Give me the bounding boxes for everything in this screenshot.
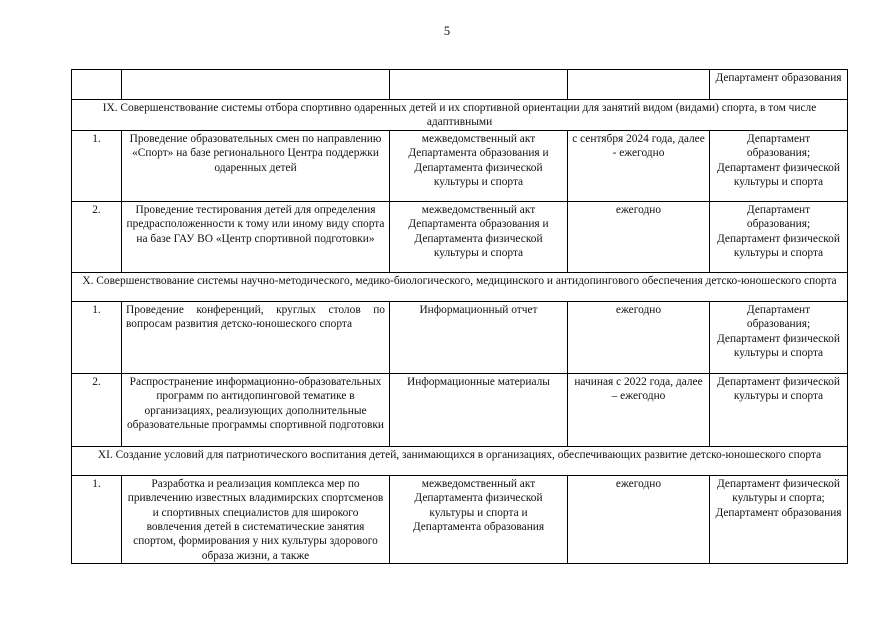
responsible-cell: Департамент образования; Департамент физической культуры и спорта <box>710 201 848 272</box>
event-cell: Проведение тестирования детей для определения предрасположенности к тому или иному виду спорта на базе ГАУ ВО «Центр спортивной подготовки» <box>122 201 390 272</box>
event-cell <box>122 70 390 100</box>
responsible-cell: Департамент физической культуры и спорта; Департамент образования <box>710 475 848 563</box>
term-cell: ежегодно <box>568 201 710 272</box>
document-cell: межведомственный акт Департамента образования и Департамента физической культуры и спорта <box>390 130 568 201</box>
table-row <box>72 70 848 100</box>
event-cell: Проведение образовательных смен по направлению «Спорт» на базе регионального Центра поддержки одаренных детей <box>122 130 390 201</box>
table-row <box>72 475 848 563</box>
table-row <box>72 373 848 446</box>
event-cell: Проведение конференций, круглых столов по вопросам развития детско-юношеского спорта <box>122 301 390 373</box>
responsible-cell: Департамент образования; Департамент физической культуры и спорта <box>710 130 848 201</box>
row-number-cell: 1. <box>72 475 122 563</box>
responsible-cell: Департамент образования; Департамент физической культуры и спорта <box>710 301 848 373</box>
document-cell <box>390 70 568 100</box>
section-header-row <box>72 100 848 131</box>
document-cell: межведомственный акт Департамента физической культуры и спорта и Департамента образования <box>390 475 568 563</box>
section-title: X. Совершенствование системы научно-методического, медико-биологического, медицинского и антидопингового обеспечения детско-юношеского спорта <box>72 272 848 301</box>
section-title: IX. Совершенствование системы отбора спортивно одаренных детей и их спортивной ориентации для занятий видом (видами) спорта, в том числе адаптивными <box>72 100 848 131</box>
document-cell: Информационные материалы <box>390 373 568 446</box>
term-cell: начиная с 2022 года, далее – ежегодно <box>568 373 710 446</box>
term-cell: с сентября 2024 года, далее - ежегодно <box>568 130 710 201</box>
term-cell: ежегодно <box>568 475 710 563</box>
action-plan-body <box>72 70 848 564</box>
row-number-cell: 1. <box>72 130 122 201</box>
row-number-cell: 2. <box>72 201 122 272</box>
section-header-row <box>72 272 848 301</box>
term-cell: ежегодно <box>568 301 710 373</box>
section-title: XI. Создание условий для патриотического воспитания детей, занимающихся в организациях, обеспечивающих развитие детско-юношеского спорта <box>72 446 848 475</box>
row-number-cell: 1. <box>72 301 122 373</box>
document-cell: Информационный отчет <box>390 301 568 373</box>
term-cell <box>568 70 710 100</box>
responsible-cell: Департамент физической культуры и спорта <box>710 373 848 446</box>
event-cell: Распространение информационно-образовательных программ по антидопинговой тематике в организациях, реализующих дополнительные образовательные программы спортивной подготовки <box>122 373 390 446</box>
table-row <box>72 201 848 272</box>
page-number: 5 <box>443 24 451 38</box>
section-header-row <box>72 446 848 475</box>
row-number-cell: 2. <box>72 373 122 446</box>
row-number-cell <box>72 70 122 100</box>
table-row <box>72 130 848 201</box>
event-cell: Разработка и реализация комплекса мер по привлечению известных владимирских спортсменов и спортивных специалистов для широкого вовлечения детей в систематические занятия спортом, формирования у них культуры здорового образа жизни, а также <box>122 475 390 563</box>
table-row <box>72 301 848 373</box>
document-cell: межведомственный акт Департамента образования и Департамента физической культуры и спорта <box>390 201 568 272</box>
responsible-cell: Департамент образования <box>710 70 848 100</box>
action-plan-table <box>71 69 848 564</box>
